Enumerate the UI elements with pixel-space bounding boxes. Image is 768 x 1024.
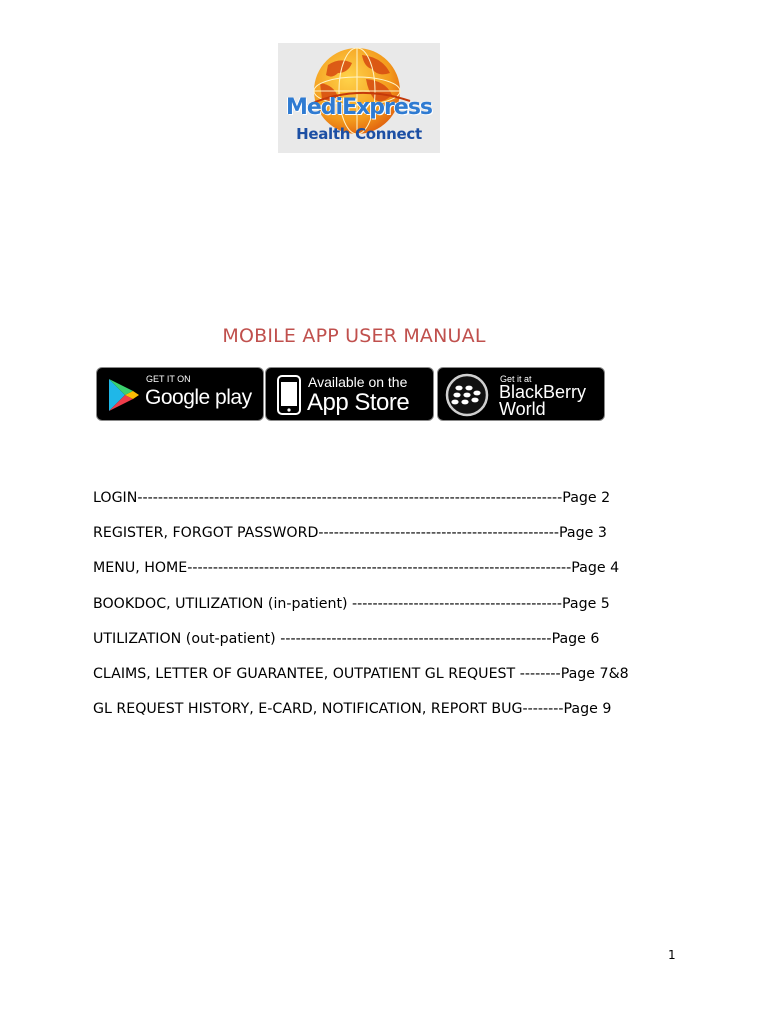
toc-page: Page 2 (562, 490, 611, 506)
page-number: 1 (668, 948, 676, 962)
toc-label: LOGIN (93, 490, 138, 506)
toc-label: REGISTER, FORGOT PASSWORD (93, 525, 319, 542)
mediexpress-logo (278, 43, 440, 153)
google-play-small-text: GET IT ON (146, 374, 191, 384)
toc-label: MENU, HOME (93, 560, 188, 577)
toc-label: BOOKDOC, UTILIZATION (in-patient) (93, 595, 353, 612)
toc-label: CLAIMS, LETTER OF GUARANTEE, OUTPATIENT GL REQUEST (93, 665, 520, 682)
toc-item-register[interactable] (93, 523, 629, 558)
toc-leader: --------------------------------------------------------------------------- (187, 560, 572, 577)
toc-item-claims[interactable] (93, 664, 629, 699)
table-of-contents (93, 488, 629, 734)
manual-title: MOBILE APP USER MANUAL (222, 325, 486, 347)
blackberry-line2: World (499, 399, 546, 419)
logo-line2: Health Connect (296, 125, 422, 143)
toc-page: Page 5 (561, 595, 610, 612)
google-play-badge[interactable] (96, 367, 264, 421)
app-store-small-text: Available on the (308, 374, 408, 390)
blackberry-line1: BlackBerry (499, 382, 587, 402)
toc-leader: ----------------------------------------- (352, 595, 562, 612)
toc-page: Page 7&8 (560, 665, 629, 682)
app-store-big-text: App Store (307, 389, 410, 416)
toc-page: Page 9 (563, 701, 612, 718)
toc-leader: ----------------------------------------------------- (280, 630, 552, 647)
toc-leader: ----------------------------------------------- (318, 525, 560, 542)
toc-page: Page 4 (571, 560, 620, 577)
google-play-icon (107, 377, 141, 413)
app-store-badge[interactable] (265, 367, 434, 421)
toc-leader: -------- (519, 665, 561, 682)
iphone-icon (277, 375, 301, 415)
toc-page: Page 3 (559, 525, 607, 542)
toc-item-utilization-out[interactable] (93, 629, 629, 664)
blackberry-small-text: Get it at (500, 374, 532, 384)
toc-page: Page 6 (551, 630, 600, 647)
blackberry-icon (442, 369, 492, 419)
logo-line1: MediExpress (285, 95, 433, 120)
toc-item-gl-history[interactable] (93, 699, 629, 734)
toc-label: GL REQUEST HISTORY, E-CARD, NOTIFICATION, REPORT BUG (93, 701, 523, 718)
blackberry-world-badge[interactable] (437, 367, 605, 421)
toc-leader: ----------------------------------------------------------------------------------- (137, 490, 563, 506)
google-play-big-text: Google play (145, 386, 252, 409)
toc-item-login[interactable] (93, 488, 629, 523)
toc-label: UTILIZATION (out-patient) (93, 630, 281, 647)
toc-item-bookdoc[interactable] (93, 594, 629, 629)
toc-item-menu[interactable] (93, 558, 629, 593)
toc-leader: -------- (522, 701, 564, 718)
